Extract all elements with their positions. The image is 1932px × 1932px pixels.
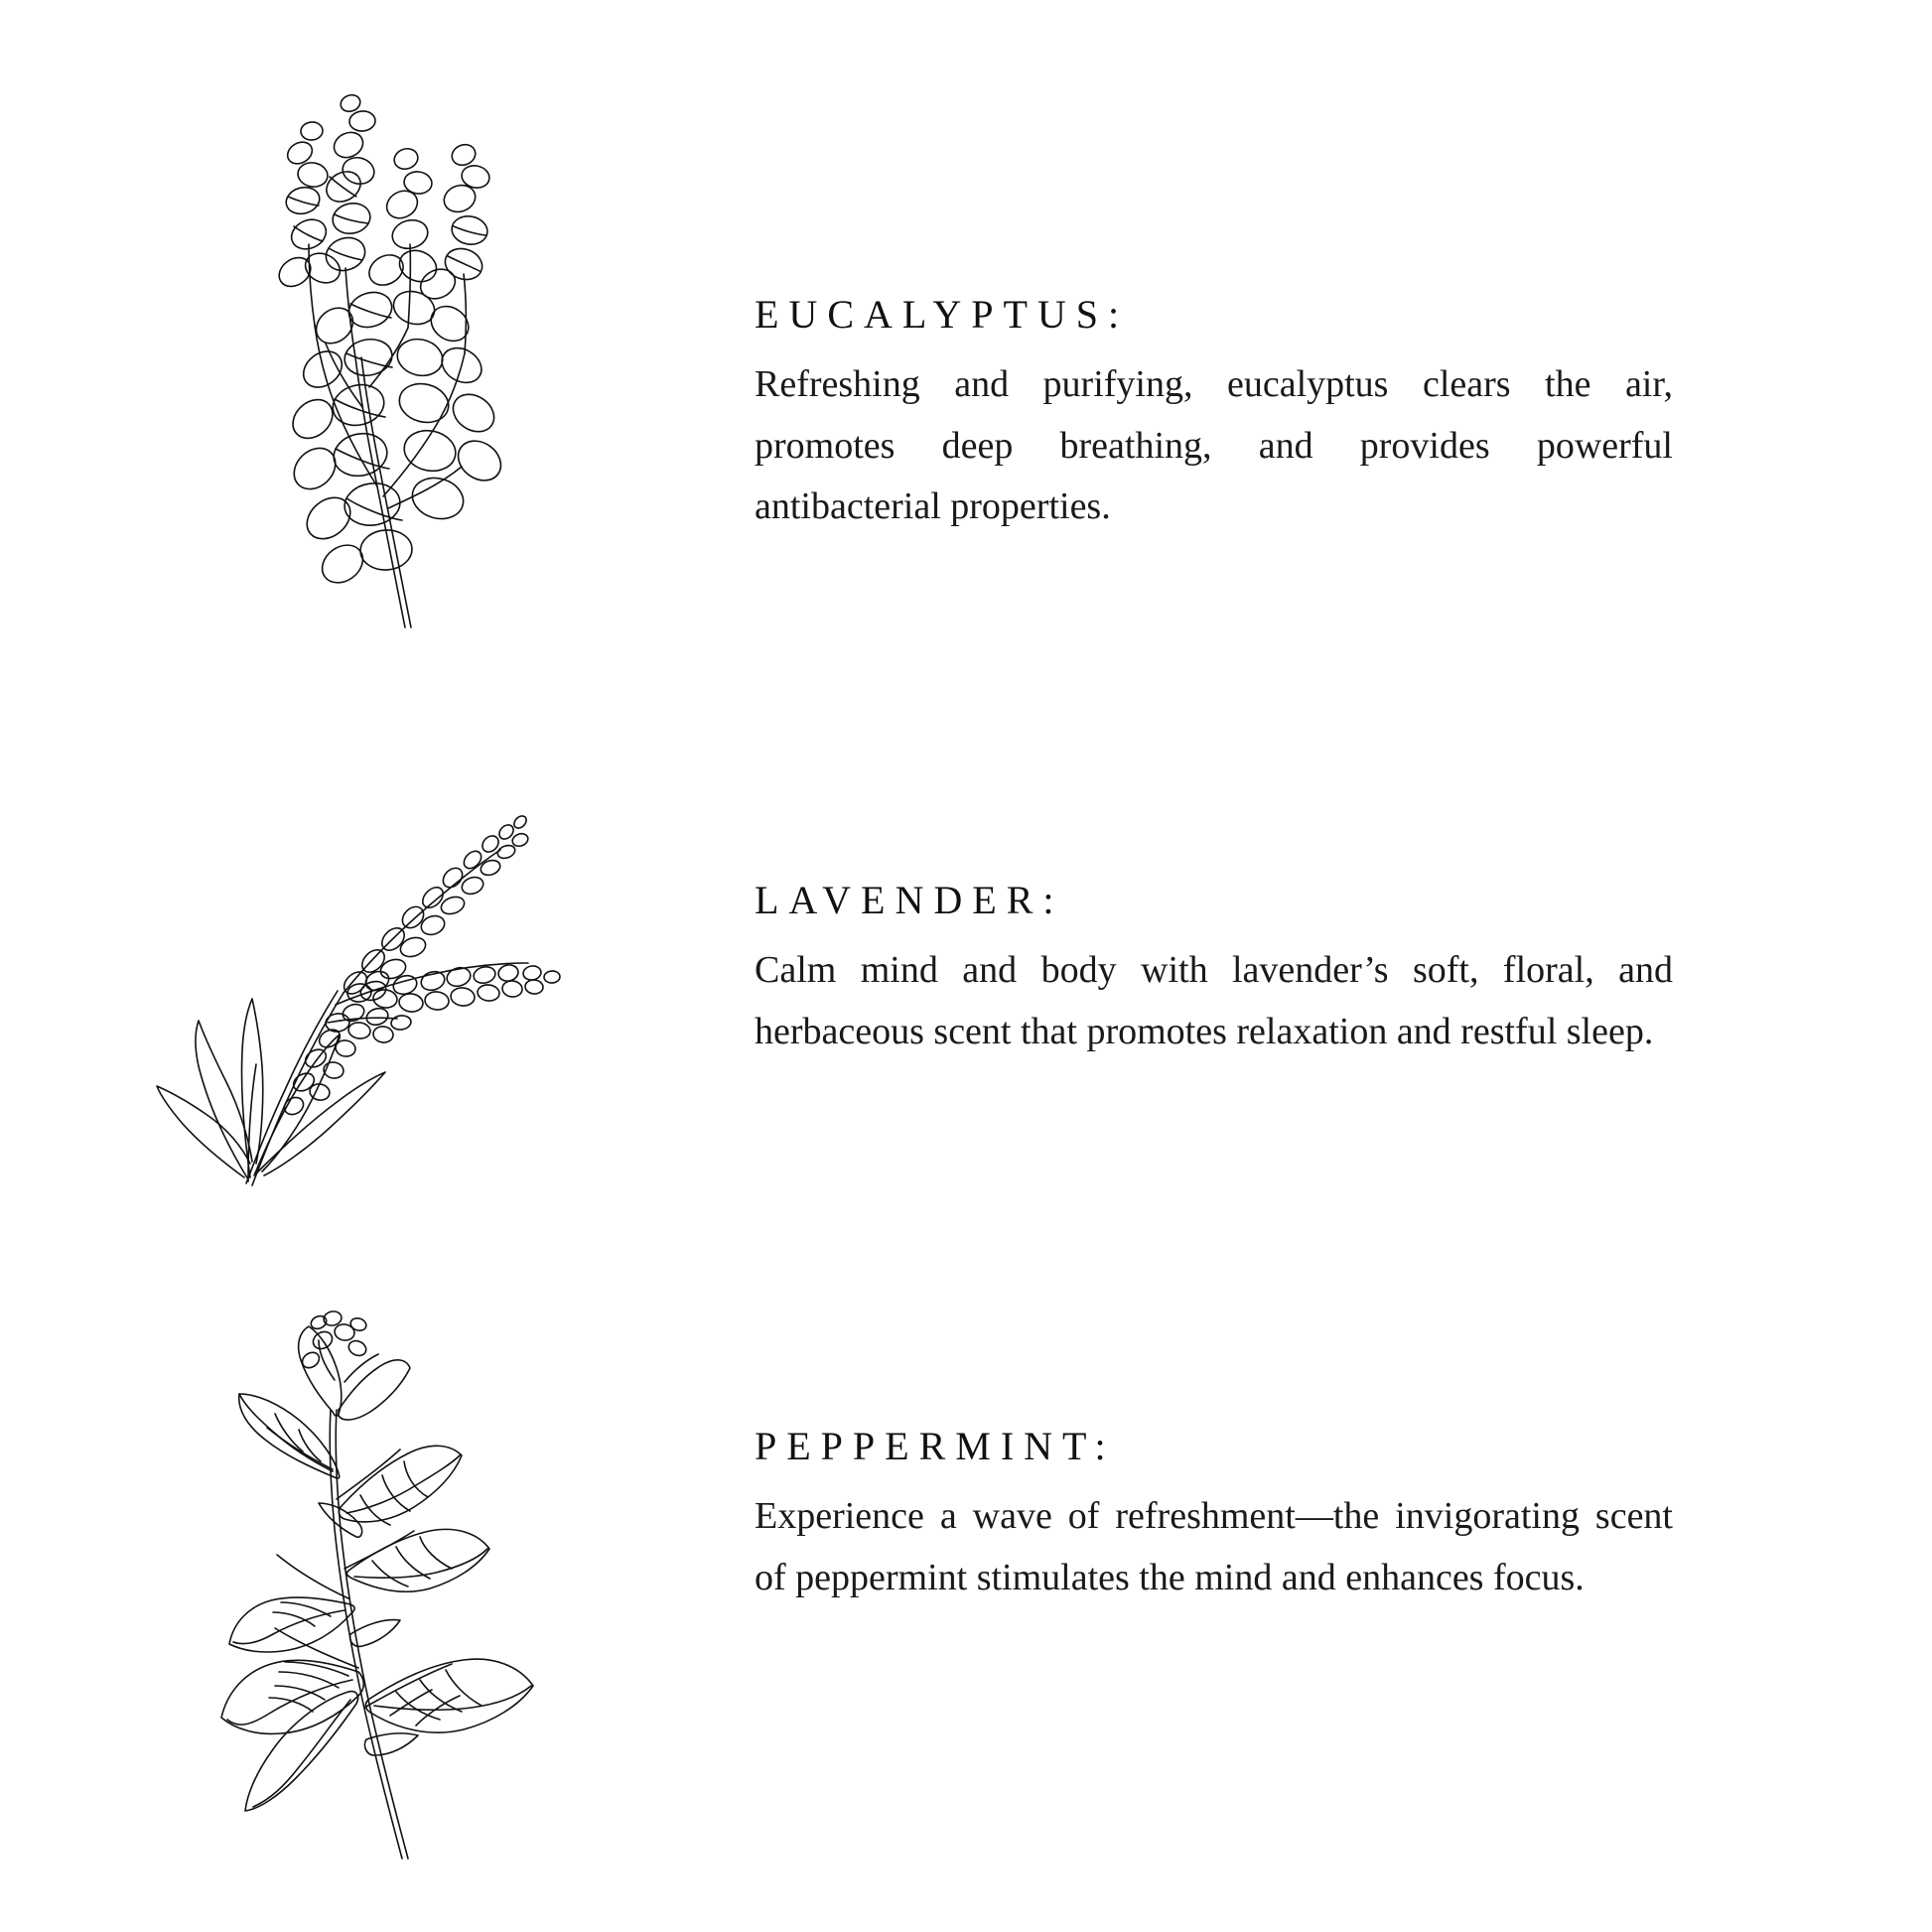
ingredient-row-eucalyptus	[0, 60, 1932, 655]
eucalyptus-sprig-icon	[164, 60, 591, 655]
peppermint-illustration-cell	[0, 1271, 755, 1876]
peppermint-description: Experience a wave of refreshment—the invigorating scent of peppermint stimulates the mind and enhances focus.	[755, 1495, 1673, 1598]
lavender-text-cell	[755, 695, 1688, 1062]
lavender-title: LAVENDER:	[755, 878, 1064, 922]
eucalyptus-text-cell	[755, 60, 1688, 538]
eucalyptus-illustration-cell	[0, 60, 755, 655]
eucalyptus-description: Refreshing and purifying, eucalyptus clears the air, promotes deep breathing, and provides powerful antibacterial properties.	[755, 363, 1673, 528]
peppermint-text-cell	[755, 1271, 1688, 1608]
peppermint-title: PEPPERMINT:	[755, 1424, 1116, 1468]
lavender-illustration-cell	[0, 695, 755, 1211]
lavender-sprig-icon	[99, 695, 655, 1211]
lavender-description: Calm mind and body with lavender’s soft, floral, and herbaceous scent that promotes relaxation and restful sleep.	[755, 949, 1673, 1052]
ingredient-row-lavender	[0, 695, 1932, 1211]
eucalyptus-title: EUCALYPTUS:	[755, 292, 1130, 337]
ingredient-row-peppermint	[0, 1271, 1932, 1876]
peppermint-sprig-icon	[154, 1271, 601, 1876]
